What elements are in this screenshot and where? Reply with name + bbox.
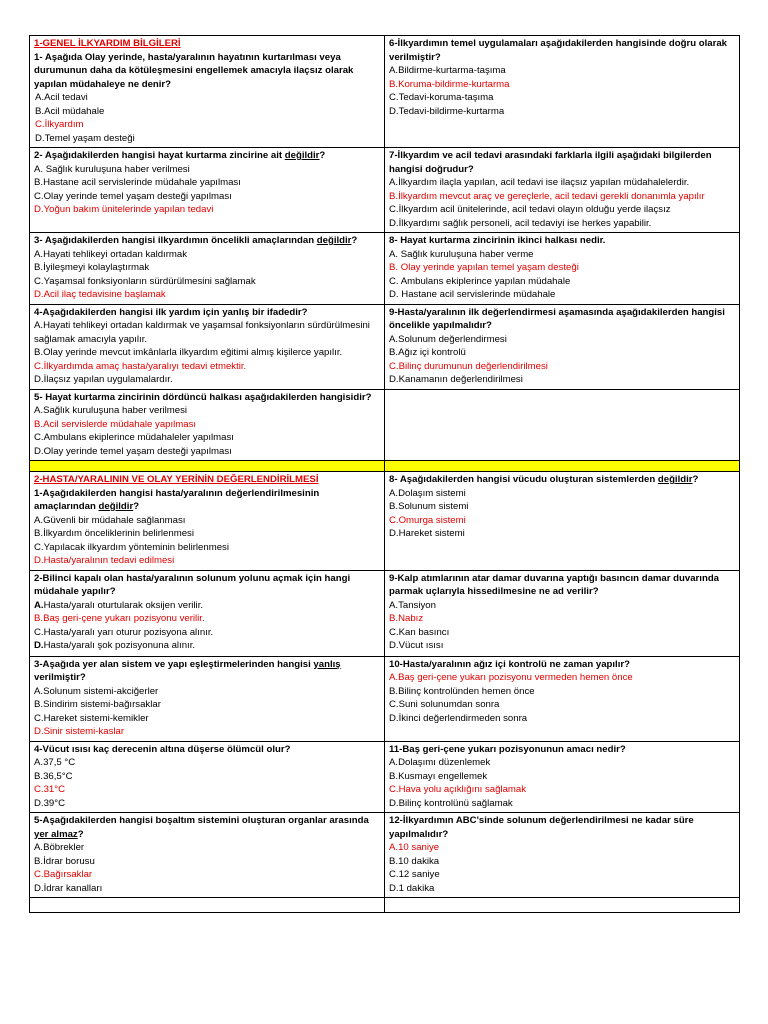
question-cell	[385, 570, 740, 656]
question-cell	[385, 304, 740, 389]
question-text: 1- Aşağıda Olay yerinde, hasta/yaralının hayatının kurtarılması veya durumunun daha da kötüleşmesini engellemek amacıyla ilaçsız olarak yapılan müdahaleye ne denir?	[34, 51, 354, 90]
option-letter: A.	[34, 599, 44, 611]
option-b: B.Olay yerinde mevcut imkânlarla ilkyardım eğitimi almış kişilerce yapılır.	[34, 347, 343, 358]
option-c-correct: C.31°C	[34, 784, 66, 795]
separator-cell	[30, 461, 385, 472]
option-a: A.Hayati tehlikeyi ortadan kaldırmak	[34, 248, 188, 260]
option-d: D.İlkyardımı sağlık personeli, acil tedaviyi ise herkes yapabilir.	[389, 217, 652, 229]
option-b-correct: B. Olay yerinde yapılan temel yaşam desteği	[389, 262, 579, 273]
table-row	[30, 472, 740, 571]
question-cell	[385, 148, 740, 233]
option-c: C.Yapılacak ilkyardım yönteminin belirlenmesi	[34, 541, 229, 553]
question-text: 10-Hasta/yaralının ağız içi kontrolü ne zaman yapılır?	[389, 658, 630, 670]
question-cell	[385, 741, 740, 813]
option-c-correct: C.Bilinç durumunun değerlendirilmesi	[389, 360, 548, 372]
question-text	[34, 658, 380, 685]
option-c: C.12 saniye	[389, 869, 440, 880]
empty-cell	[30, 898, 385, 913]
question-cell	[30, 36, 385, 148]
option-b: B.Ağız içi kontrolü	[389, 347, 466, 358]
option-a: A.Böbrekler	[34, 842, 85, 853]
option-a: A.Solunum sistemi-akciğerler	[34, 685, 159, 697]
table-row	[30, 656, 740, 741]
option-b: B.İyileşmeyi kolaylaştırmak	[34, 262, 150, 273]
option-c-correct: C.Omurga sistemi	[389, 514, 466, 526]
option-d: D.Hareket sistemi	[389, 528, 465, 539]
option-b-correct: B.Baş geri-çene yukarı pozisyonu verilir.	[34, 613, 205, 624]
question-cell	[385, 36, 740, 148]
question-cell	[385, 656, 740, 741]
option-d: D.39°C	[34, 797, 66, 809]
option-a: A. Sağlık kuruluşuna haber verme	[389, 248, 534, 260]
empty-cell	[385, 898, 740, 913]
option-c: C.Olay yerinde temel yaşam desteği yapılması	[34, 190, 232, 202]
question-text-part: 5-Aşağıdakilerden hangisi boşaltım sistemini oluşturan organlar arasında	[34, 815, 369, 826]
question-emphasis: yanlış	[313, 658, 341, 670]
option-a: A. Sağlık kuruluşuna haber verilmesi	[34, 163, 190, 175]
option-c-correct: C.Hava yolu açıklığını sağlamak	[389, 784, 527, 795]
table-row	[30, 741, 740, 813]
option-a: A.İlkyardım ilaçla yapılan, acil tedavi ise ilaçsız yapılan müdahalelerdir.	[389, 177, 690, 188]
option-a: A.Hayati tehlikeyi ortadan kaldırmak ve yaşamsal fonksiyonların sürdürülmesini sağlamak amacıyla yapılır.	[34, 320, 370, 345]
question-emphasis: değildir	[316, 235, 352, 246]
separator-cell	[385, 461, 740, 472]
option-text: Hasta/yaralı oturtularak oksijen verilir.	[43, 599, 204, 611]
question-cell	[30, 472, 385, 571]
option-d: D. Hastane acil servislerinde müdahale	[389, 289, 556, 300]
option-b: B.36,5°C	[34, 770, 73, 782]
question-emphasis: yer almaz	[34, 828, 78, 840]
question-cell	[30, 148, 385, 233]
option-d: D.İdrar kanalları	[34, 882, 103, 894]
option-d-correct: D.Acil ilaç tedavisine başlamak	[34, 289, 166, 300]
question-text: 9-Hasta/yaralının ilk değerlendirmesi aşamasında aşağıdakilerden hangisi öncelikle yapılmalıdır?	[389, 306, 725, 331]
option-b: B.Kusmayı engellemek	[389, 770, 488, 782]
question-text: 4-Vücut ısısı kaç derecenin altına düşerse ölümcül olur?	[34, 743, 291, 755]
question-text	[34, 487, 380, 514]
option-d: D.Bilinç kontrolünü sağlamak	[389, 797, 513, 809]
option-b: B.Acil müdahale	[35, 105, 105, 117]
option-b: B.Hastane acil servislerinde müdahale yapılması	[34, 177, 241, 188]
quiz-table	[29, 35, 740, 913]
option-c: C.İlkyardım acil ünitelerinde, acil tedavi olayın olduğu yerde ilaçsız	[389, 204, 671, 215]
question-text	[34, 814, 380, 841]
option-b: B.Bilinç kontrolünden hemen önce	[389, 685, 535, 697]
option-a: A.Acil tedavi	[35, 92, 88, 103]
question-emphasis: değildir	[98, 501, 134, 512]
question-text	[34, 149, 380, 163]
question-text-part: ?	[692, 474, 699, 485]
table-row	[30, 304, 740, 389]
section-separator	[30, 461, 740, 472]
option-b: B.Solunum sistemi	[389, 501, 469, 512]
question-text: 8- Hayat kurtarma zincirinin ikinci halkası nedir.	[389, 235, 606, 246]
option-a: A.Tansiyon	[389, 599, 436, 611]
option-a: A.37,5 °C	[34, 757, 76, 768]
question-cell	[30, 656, 385, 741]
question-cell	[385, 233, 740, 305]
table-row	[30, 36, 740, 148]
option-c: C. Ambulans ekiplerince yapılan müdahale	[389, 275, 571, 287]
option-a: A.Sağlık kuruluşuna haber verilmesi	[34, 405, 188, 416]
question-text-part: ?	[351, 235, 358, 246]
question-emphasis: değildir	[657, 474, 693, 485]
option-d: D.Tedavi-bildirme-kurtarma	[389, 105, 505, 117]
question-text-part: ?	[319, 150, 326, 161]
option-b: B.İlkyardım önceliklerinin belirlenmesi	[34, 528, 194, 539]
question-text: 9-Kalp atımlarının atar damar duvarına yaptığı basıncın damar duvarında parmak uçlarıyla hissedilmesine ne ad verilir?	[389, 572, 720, 597]
option-d: D.Kanamanın değerlendirilmesi	[389, 374, 523, 385]
question-cell	[30, 570, 385, 656]
option-a: A.Güvenli bir müdahale sağlanması	[34, 514, 186, 526]
option-letter: D.	[34, 640, 44, 651]
option-c: C.Hareket sistemi-kemikler	[34, 712, 149, 724]
question-text-part: verilmiştir?	[34, 672, 86, 683]
option-a	[34, 599, 380, 613]
question-text-part: 8- Aşağıdakilerden hangisi vücudu oluşturan sistemlerden	[389, 474, 658, 485]
option-c: C.Tedavi-koruma-taşıma	[389, 92, 494, 103]
question-cell	[30, 304, 385, 389]
question-text-part: ?	[77, 828, 84, 840]
option-b: B.Sindirim sistemi-bağırsaklar	[34, 699, 161, 710]
option-c: C.Kan basıncı	[389, 626, 450, 638]
question-cell	[30, 233, 385, 305]
option-d	[34, 639, 380, 653]
option-c-correct: C.Bağırsaklar	[34, 869, 93, 880]
question-text: 12-İlkyardımın ABC'sinde solunum değerlendirilmesi ne kadar süre yapılmalıdır?	[389, 815, 694, 840]
option-c: C.Yaşamsal fonksiyonların sürdürülmesini sağlamak	[34, 275, 256, 287]
option-a-correct: A.10 saniye	[389, 842, 440, 853]
option-a: A.Bildirme-kurtarma-taşıma	[389, 65, 506, 76]
question-text-part: 1-Aşağıdakilerden hangisi hasta/yaralının değerlendirilmesinin amaçlarından	[34, 487, 320, 512]
question-cell	[30, 813, 385, 898]
question-text-part: 3- Aşağıdakilerden hangisi ilkyardımın öncelikli amaçlarından	[34, 235, 317, 246]
table-row	[30, 389, 740, 461]
option-b-correct: B.Koruma-bildirme-kurtarma	[389, 78, 510, 90]
option-c: C.Suni solunumdan sonra	[389, 699, 500, 710]
table-row	[30, 233, 740, 305]
table-row	[30, 813, 740, 898]
section-title: 1-GENEL İLKYARDIM BİLGİLERİ	[34, 38, 181, 49]
question-text: 6-İlkyardımın temel uygulamaları aşağıdakilerden hangisinde doğru olarak verilmiştir?	[389, 38, 728, 63]
question-emphasis: değildir	[284, 150, 320, 161]
option-d: D.Temel yaşam desteği	[35, 132, 135, 144]
question-cell	[30, 741, 385, 813]
option-text: Hasta/yaralı şok pozisyonuna alınır.	[43, 640, 196, 651]
question-text: 5- Hayat kurtarma zincirinin dördüncü halkası aşağıdakilerden hangisidir?	[34, 391, 372, 403]
question-text: 2-Bilinci kapalı olan hasta/yaralının solunum yolunu açmak için hangi müdahale yapılır?	[34, 572, 351, 597]
option-b: B.10 dakika	[389, 855, 440, 867]
option-d: D.Vücut ısısı	[389, 640, 444, 651]
option-a: A.Dolaşım sistemi	[389, 487, 466, 499]
option-d: D.İkinci değerlendirmeden sonra	[389, 712, 528, 724]
option-a: A.Solunum değerlendirmesi	[389, 333, 507, 345]
question-text-part: ?	[133, 501, 140, 512]
option-d: D.Olay yerinde temel yaşam desteği yapılması	[34, 445, 232, 457]
table-row	[30, 570, 740, 656]
option-c-correct: C.İlkyardımda amaç hasta/yaralıyı tedavi etmektir.	[34, 360, 247, 372]
option-a: A.Dolaşımı düzenlemek	[389, 757, 491, 768]
option-d-correct: D.Sinir sistemi-kaslar	[34, 726, 125, 737]
option-b-correct: B.Nabız	[389, 613, 424, 624]
table-row	[30, 898, 740, 913]
empty-cell	[385, 389, 740, 461]
option-b-correct: B.Acil servislerde müdahale yapılması	[34, 418, 197, 430]
option-a-correct: A.Baş geri-çene yukarı pozisyonu vermeden hemen önce	[389, 672, 633, 683]
question-cell	[385, 813, 740, 898]
section-title: 2-HASTA/YARALININ VE OLAY YERİNİN DEĞERLENDİRİLMESİ	[34, 474, 319, 485]
option-d-correct: D.Hasta/yaralının tedavi edilmesi	[34, 555, 175, 566]
question-text-part: 3-Aşağıda yer alan sistem ve yapı eşleştirmelerinden hangisi	[34, 658, 314, 670]
question-text	[389, 473, 735, 487]
option-c: C.Hasta/yaralı yarı oturur pozisyona alınır.	[34, 626, 214, 638]
option-d: D.İlaçsız yapılan uygulamalardır.	[34, 374, 173, 385]
question-text	[34, 234, 380, 248]
option-d-correct: D.Yoğun bakım ünitelerinde yapılan tedavi	[34, 204, 214, 215]
option-c: C.Ambulans ekiplerince müdahaleler yapılması	[34, 432, 234, 443]
question-text: 7-İlkyardım ve acil tedavi arasındaki farklarla ilgili aşağıdaki bilgilerden hangisi doğrudur?	[389, 150, 712, 175]
option-c-correct: C.İlkyardım	[35, 119, 84, 130]
option-d: D.1 dakika	[389, 882, 435, 894]
question-cell	[385, 472, 740, 571]
table-row	[30, 148, 740, 233]
question-text-part: 2- Aşağıdakilerden hangisi hayat kurtarma zincirine ait	[34, 150, 285, 161]
option-b-correct: B.İlkyardım mevcut araç ve gereçlerle, acil tedavi gerekli donanımla yapılır	[389, 190, 705, 202]
option-b: B.İdrar borusu	[34, 855, 95, 867]
question-text: 4-Aşağıdakilerden hangisi ilk yardım için yanlış bir ifadedir?	[34, 306, 308, 318]
question-text: 11-Baş geri-çene yukarı pozisyonunun amacı nedir?	[389, 743, 626, 755]
question-cell	[30, 389, 385, 461]
